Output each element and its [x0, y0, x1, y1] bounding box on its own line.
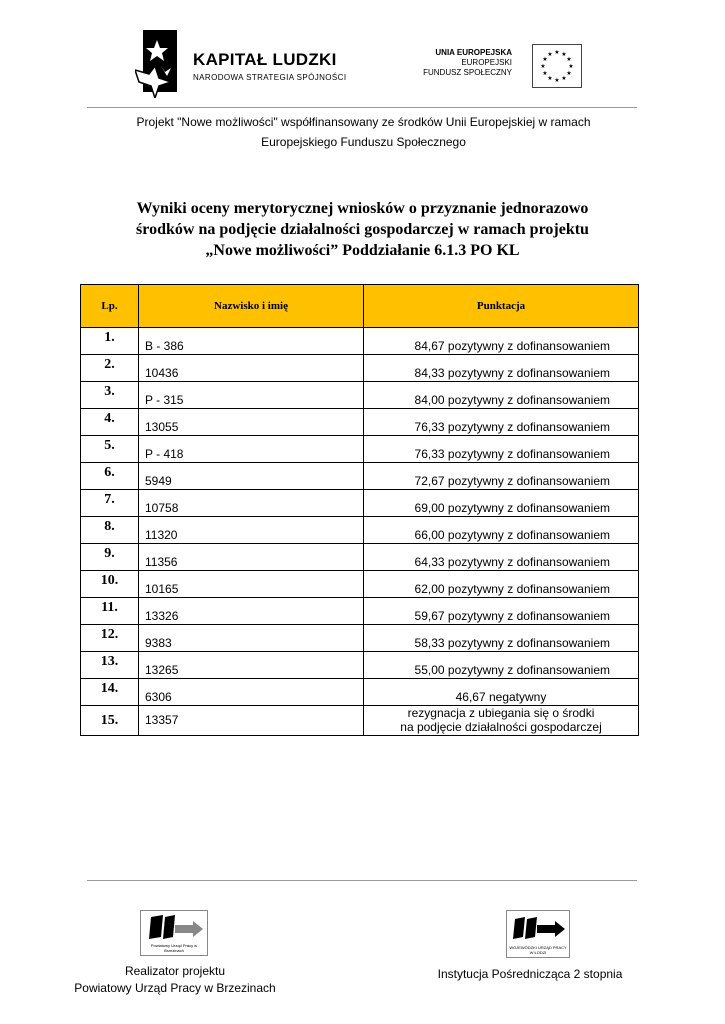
table-row: [81, 679, 639, 706]
table-row: [81, 598, 639, 625]
title-line-2: środków na podjęcie działalności gospodarczej w ramach projektu: [136, 221, 589, 238]
table-row: [81, 544, 639, 571]
svg-text:★: ★: [566, 70, 572, 77]
svg-text:★: ★: [561, 51, 567, 58]
project-statement: [87, 112, 640, 152]
table-row: [81, 436, 639, 463]
row-lp: 2.: [81, 355, 139, 382]
ue-line-2: EUROPEJSKI: [461, 58, 512, 67]
table-row: [81, 625, 639, 652]
svg-text:★: ★: [547, 51, 553, 58]
svg-text:★: ★: [547, 75, 553, 82]
row-score: 76,33 pozytywny z dofinansowaniem: [364, 436, 639, 463]
row-lp: 3.: [81, 382, 139, 409]
row-name: 6306: [139, 679, 364, 706]
ue-efs-text: [423, 48, 512, 78]
document-title: [80, 198, 645, 261]
row-name: 11356: [139, 544, 364, 571]
row-score-line-1: rezygnacja z ubiegania się o środki: [407, 706, 595, 720]
row-score: 46,67 negatywny: [364, 679, 639, 706]
row-lp: 9.: [81, 544, 139, 571]
kapital-ludzki-logo: [135, 30, 355, 100]
row-name: 11320: [139, 517, 364, 544]
row-score: 55,00 pozytywny z dofinansowaniem: [364, 652, 639, 679]
row-name: P - 418: [139, 436, 364, 463]
row-lp: 6.: [81, 463, 139, 490]
row-name: 13326: [139, 598, 364, 625]
kapital-ludzki-title: KAPITAŁ LUDZKI: [193, 50, 337, 69]
table-row: [81, 517, 639, 544]
table-row: [81, 382, 639, 409]
realizer-line-1: Realizator projektu: [124, 964, 226, 978]
table-row: [81, 409, 639, 436]
row-name: 10165: [139, 571, 364, 598]
row-lp: 11.: [81, 598, 139, 625]
kapital-ludzki-mark-icon: [135, 30, 177, 98]
svg-text:★: ★: [554, 77, 560, 84]
header-name: Nazwisko i imię: [139, 285, 364, 328]
row-lp: 14.: [81, 679, 139, 706]
row-lp: 8.: [81, 517, 139, 544]
row-score-line-2: na podjęcie działalności gospodarczej: [400, 720, 602, 734]
row-lp: 10.: [81, 571, 139, 598]
svg-text:★: ★: [540, 63, 546, 70]
footer-divider: [87, 880, 637, 881]
row-name: 5949: [139, 463, 364, 490]
row-lp: 4.: [81, 409, 139, 436]
svg-text:★: ★: [568, 63, 574, 70]
row-score: 69,00 pozytywny z dofinansowaniem: [364, 490, 639, 517]
svg-text:★: ★: [561, 75, 567, 82]
row-score: 62,00 pozytywny z dofinansowaniem: [364, 571, 639, 598]
row-lp: 13.: [81, 652, 139, 679]
table-row: [81, 490, 639, 517]
svg-text:★: ★: [566, 56, 572, 63]
table-row: [81, 463, 639, 490]
project-realizer: [60, 963, 290, 997]
table-row: [81, 706, 639, 736]
results-table: [80, 284, 639, 736]
intermediate-institution: Instytucja Pośrednicząca 2 stopnia: [437, 967, 623, 981]
row-name: 9383: [139, 625, 364, 652]
row-score: 72,67 pozytywny z dofinansowaniem: [364, 463, 639, 490]
row-name: 10758: [139, 490, 364, 517]
realizer-line-2: Powiatowy Urząd Pracy w Brzezinach: [74, 981, 276, 995]
row-name: B - 386: [139, 328, 364, 355]
row-score: 59,67 pozytywny z dofinansowaniem: [364, 598, 639, 625]
row-score: 64,33 pozytywny z dofinansowaniem: [364, 544, 639, 571]
row-name: 10436: [139, 355, 364, 382]
table-row: [81, 328, 639, 355]
table-row: [81, 571, 639, 598]
wup-logo-caption: WOJEWÓDZKI URZĄD PRACY W ŁODZI: [509, 945, 567, 955]
table-header-row: [81, 285, 639, 328]
row-score: 76,33 pozytywny z dofinansowaniem: [364, 409, 639, 436]
row-lp: 5.: [81, 436, 139, 463]
ue-efs-logo: [422, 42, 582, 90]
row-lp: 1.: [81, 328, 139, 355]
header-divider: [87, 107, 637, 108]
row-score: 84,33 pozytywny z dofinansowaniem: [364, 355, 639, 382]
row-name: P - 315: [139, 382, 364, 409]
eu-flag-icon: [532, 44, 582, 88]
row-score: [364, 706, 639, 736]
title-line-1: Wyniki oceny merytorycznej wniosków o przyznanie jednorazowo: [136, 200, 589, 217]
ue-line-1: UNIA EUROPEJSKA: [435, 48, 512, 57]
row-score: 84,67 pozytywny z dofinansowaniem: [364, 328, 639, 355]
ue-line-3: FUNDUSZ SPOŁECZNY: [423, 68, 512, 77]
table-row: [81, 652, 639, 679]
pup-logo-caption: Powiatowy Urząd Pracy w Brzezinach: [150, 943, 198, 953]
wup-lodz-logo: [506, 910, 570, 958]
svg-text:★: ★: [542, 70, 548, 77]
row-name: 13265: [139, 652, 364, 679]
svg-text:★: ★: [542, 56, 548, 63]
row-name: 13357: [139, 706, 364, 736]
title-line-3: „Nowe możliwości” Poddziałanie 6.1.3 PO KL: [205, 242, 520, 259]
header-score: Punktacja: [364, 285, 639, 328]
row-lp: 12.: [81, 625, 139, 652]
row-lp: 7.: [81, 490, 139, 517]
kapital-ludzki-subtitle: NARODOWA STRATEGIA SPÓJNOŚCI: [193, 73, 347, 82]
row-lp: 15.: [81, 706, 139, 736]
row-score: 84,00 pozytywny z dofinansowaniem: [364, 382, 639, 409]
row-name: 13055: [139, 409, 364, 436]
pup-brzeziny-logo: [140, 910, 208, 956]
row-score: 66,00 pozytywny z dofinansowaniem: [364, 517, 639, 544]
header-lp: Lp.: [81, 285, 139, 328]
row-score: 58,33 pozytywny z dofinansowaniem: [364, 625, 639, 652]
svg-text:★: ★: [554, 49, 560, 56]
project-line-2: Europejskiego Funduszu Społecznego: [261, 135, 466, 149]
project-line-1: Projekt "Nowe możliwości" współfinansowany ze środków Unii Europejskiej w ramach: [136, 115, 591, 129]
table-row: [81, 355, 639, 382]
